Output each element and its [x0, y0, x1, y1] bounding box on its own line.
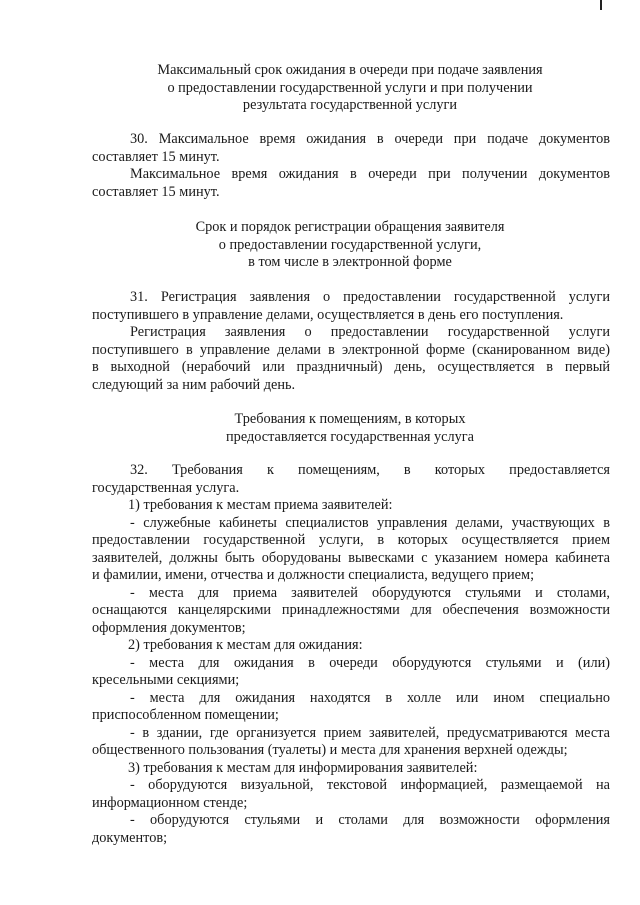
heading-line: в том числе в электронной форме — [248, 254, 452, 270]
section-heading-waiting-time — [90, 62, 610, 115]
text-line: - в здании, где организуется прием заявителей, предусматриваются места — [130, 724, 610, 741]
heading-line: о предоставлении государственной услуги, — [218, 236, 482, 253]
text-line: следующий за ним рабочий день. — [92, 376, 296, 393]
text-line: - места для ожидания находятся в холле или ином специально — [130, 689, 610, 706]
text-line: - оборудуются визуальной, текстовой информацией, размещаемой на — [130, 777, 610, 793]
paragraph-30 — [92, 131, 610, 201]
text-line: составляет 15 минут. — [92, 183, 220, 200]
text-line: оснащаются канцелярскими принадлежностями для обеспечения возможности — [92, 602, 610, 618]
heading-line: Максимальный срок ожидания в очереди при подаче заявления — [157, 62, 543, 78]
text-line: - места для ожидания в очереди оборудуются стульями и (или) — [130, 654, 610, 671]
text-line: и фамилии, имени, отчества и должности специалиста, ведущего прием; — [92, 567, 535, 583]
paragraph-31 — [92, 289, 610, 394]
text-line: предоставлении государственной услуги, в которых осуществляется прием — [92, 532, 610, 548]
text-line: государственная услуга. — [92, 479, 240, 496]
section-heading-premises — [90, 411, 610, 446]
text-line: составляет 15 минут. — [92, 148, 220, 165]
text-line: поступившего в управление делами в электронной форме (сканированном виде) — [92, 341, 610, 358]
text-line: оформления документов; — [92, 619, 246, 636]
text-line: 32. Требования к помещениям, в которых предоставляется — [130, 462, 610, 478]
text-line: Регистрация заявления о предоставлении государственной услуги — [130, 324, 610, 340]
text-line: - места для приема заявителей оборудуются стульями и столами, — [130, 584, 610, 601]
heading-line: Требования к помещениям, в которых — [234, 411, 466, 427]
text-line: заявителей, должны быть оборудованы вывесками с указанием номера кабинета — [92, 549, 610, 566]
heading-line: о предоставлении государственной услуги и при получении — [167, 79, 533, 96]
text-line: - служебные кабинеты специалистов управления делами, участвующих в — [130, 514, 610, 531]
text-line: Максимальное время ожидания в очереди при получении документов — [130, 166, 610, 182]
list-heading: 3) требования к местам для информирования заявителей: — [128, 759, 478, 776]
paragraph-32 — [92, 462, 610, 847]
list-heading: 1) требования к местам приема заявителей: — [128, 497, 393, 513]
text-line: 30. Максимальное время ожидания в очереди при подаче документов — [130, 131, 610, 147]
text-line: поступившего в управление делами, осуществляется в день его поступления. — [92, 306, 564, 323]
text-line: документов; — [92, 829, 168, 846]
text-line: информационном стенде; — [92, 794, 248, 811]
heading-line: результата государственной услуги — [242, 97, 458, 113]
scan-mark — [600, 0, 602, 10]
list-heading: 2) требования к местам для ожидания: — [128, 637, 363, 653]
text-line: 31. Регистрация заявления о предоставлении государственной услуги — [130, 289, 610, 305]
text-line: общественного пользования (туалеты) и места для хранения верхней одежды; — [92, 742, 568, 758]
section-heading-registration — [90, 219, 610, 272]
text-line: - оборудуются стульями и столами для возможности оформления — [130, 812, 610, 828]
text-line: кресельными секциями; — [92, 672, 240, 688]
text-line: приспособленном помещении; — [92, 707, 279, 723]
text-line: в выходной (нерабочий или праздничный) день, осуществляется в первый — [92, 359, 610, 375]
heading-line: предоставляется государственная услуга — [226, 428, 474, 445]
heading-line: Срок и порядок регистрации обращения заявителя — [195, 219, 505, 235]
